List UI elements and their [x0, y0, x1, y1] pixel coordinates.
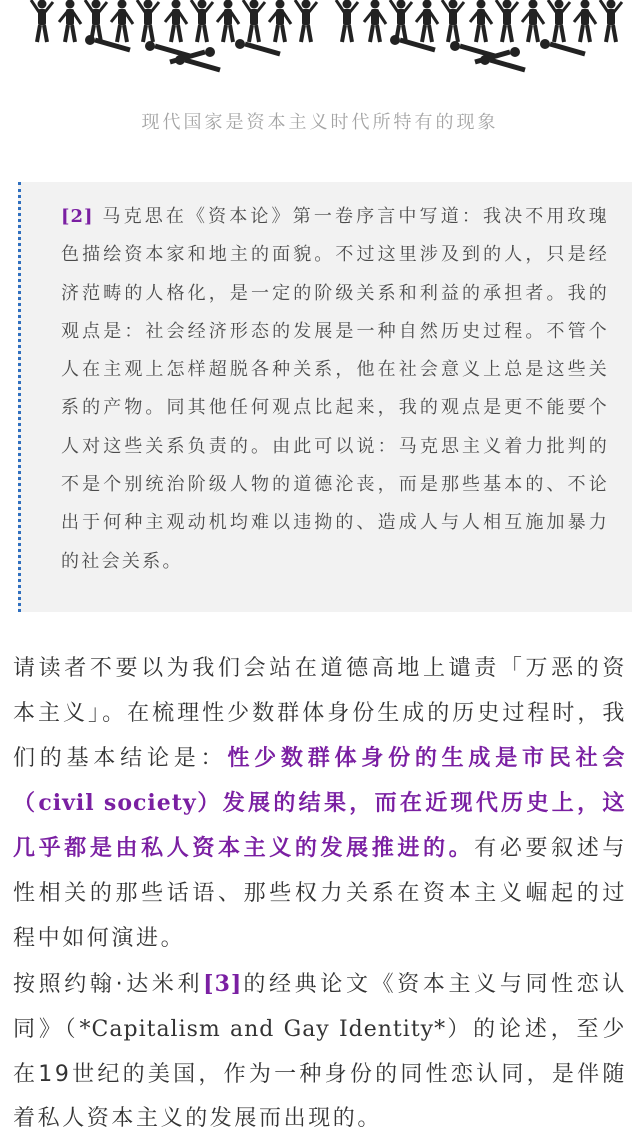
figure-head: [144, 0, 153, 9]
paragraph-tail: 有必要叙述与性相关的那些话语、那些权力关系在资本主义崛起的过程中如何演进。: [13, 836, 627, 951]
figure-body: [477, 9, 485, 25]
figure-arm: [73, 12, 81, 24]
figure-body: [371, 9, 379, 25]
paragraph-conclusion: [13, 647, 627, 962]
figure-head: [371, 0, 380, 9]
figure-leg: [561, 25, 564, 42]
fallen-figure-head: [540, 39, 550, 49]
figure-arm: [295, 0, 303, 12]
fallen-figure-head: [390, 35, 400, 45]
figure-leg: [124, 25, 127, 42]
figure-leg: [613, 25, 616, 42]
figure-leg: [509, 25, 512, 42]
figure-leg: [282, 25, 285, 42]
figure-leg: [37, 25, 40, 42]
figure-arm: [125, 12, 133, 24]
fallen-figure-body: [185, 60, 220, 70]
figure-head: [449, 0, 458, 9]
figure-arm: [378, 12, 386, 24]
figure-arm: [416, 12, 424, 22]
figure-leg: [535, 25, 538, 42]
footnote-text: [61, 198, 609, 581]
figure-leg: [256, 25, 259, 42]
figure-head: [118, 0, 127, 9]
figure-arm: [522, 12, 530, 22]
figure-leg: [349, 25, 352, 42]
figure-arm: [484, 12, 492, 24]
figure-leg: [65, 25, 68, 42]
figure-head: [92, 0, 101, 9]
fallen-figure-body: [155, 46, 190, 56]
figure-arm: [364, 12, 372, 22]
crowd-illustration: [0, 0, 640, 82]
figure-leg: [342, 25, 345, 42]
figure-leg: [370, 25, 373, 42]
citation-ref: [3]: [203, 971, 243, 997]
figure-leg: [448, 25, 451, 42]
figure-arm: [111, 12, 119, 22]
figure-arm: [59, 12, 67, 22]
figure-arm: [574, 12, 582, 22]
figure-head: [302, 0, 311, 9]
paper-title-english: *Capitalism and Gay Identity*: [79, 1016, 447, 1042]
figure-arm: [430, 12, 438, 24]
figure-leg: [150, 25, 153, 42]
figure-leg: [223, 25, 226, 42]
figure-leg: [429, 25, 432, 42]
figure-head: [198, 0, 207, 9]
figure-head: [397, 0, 406, 9]
figure-leg: [204, 25, 207, 42]
figure-body: [529, 9, 537, 25]
fallen-figure-head: [205, 47, 215, 57]
figure-arm: [85, 0, 93, 12]
paragraph2-text1: 的经典论文《资本主义与同性恋认同》（: [13, 972, 627, 1042]
fallen-figure-head: [450, 41, 460, 51]
figure-arm: [390, 0, 398, 12]
figure-arm: [442, 0, 450, 12]
image-caption: 现代国家是资本主义时代所特有的现象: [141, 112, 499, 133]
figure-leg: [483, 25, 486, 42]
fallen-figure-body: [95, 40, 130, 50]
figure-leg: [476, 25, 479, 42]
figure-body: [66, 9, 74, 25]
figure-arm: [31, 0, 39, 12]
fallen-figure-body: [400, 40, 435, 50]
figure-leg: [230, 25, 233, 42]
footnote-block: [18, 182, 632, 612]
figure-leg: [275, 25, 278, 42]
figure-leg: [377, 25, 380, 42]
figure-leg: [178, 25, 181, 42]
fallen-figure-head: [85, 35, 95, 45]
figure-arm: [243, 0, 251, 12]
figure-body: [423, 9, 431, 25]
figure-arm: [470, 12, 478, 22]
figure-head: [276, 0, 285, 9]
figure-leg: [422, 25, 425, 42]
fallen-figure-body: [460, 46, 495, 56]
figure-leg: [308, 25, 311, 42]
figure-arm: [536, 12, 544, 24]
figure-arm: [231, 12, 239, 24]
figure-leg: [171, 25, 174, 42]
fallen-figure-head: [480, 55, 490, 65]
figure-body: [224, 9, 232, 25]
figure-leg: [44, 25, 47, 42]
figure-head: [250, 0, 259, 9]
figure-arm: [496, 0, 504, 12]
figure-head: [581, 0, 590, 9]
figure-body: [172, 9, 180, 25]
figure-leg: [72, 25, 75, 42]
figure-arm: [600, 0, 608, 12]
paragraph-lead: 请读者不要以为我们会站在道德高地上谴责「万恶的资本主义」。在梳理性少数群体身份生成的历史过程时，我们的基本结论是：: [13, 656, 627, 771]
figure-arm: [191, 0, 199, 12]
fallen-figure-head: [510, 47, 520, 57]
figure-body: [581, 9, 589, 25]
figure-leg: [554, 25, 557, 42]
figure-arm: [217, 12, 225, 22]
figure-head: [38, 0, 47, 9]
figure-arm: [137, 0, 145, 12]
fallen-figure-body: [245, 44, 280, 54]
figure-head: [529, 0, 538, 9]
paragraph2-text2: ）的论述，至少在19世纪的美国，作为一种身份的同性恋认同，是伴随着私人资本主义的发展而出现的。: [13, 1016, 627, 1132]
highlight-part2: ）发展的结果，而在近现代历史上，这几乎都是由私人资本主义的发展推进的。: [13, 791, 627, 862]
figure-arm: [269, 12, 277, 22]
figure-head: [172, 0, 181, 9]
fallen-figure-body: [490, 60, 525, 70]
figure-arm: [336, 0, 344, 12]
highlight-part1: 性少数群体身份的生成是市民社会（: [13, 745, 627, 817]
figure-leg: [502, 25, 505, 42]
figure-leg: [606, 25, 609, 42]
fallen-figure-head: [235, 39, 245, 49]
figure-arm: [548, 0, 556, 12]
figure-head: [343, 0, 352, 9]
figure-arm: [179, 12, 187, 24]
figure-body: [118, 9, 126, 25]
paragraph-dalimi: [13, 962, 627, 1142]
figure-leg: [455, 25, 458, 42]
figure-head: [477, 0, 486, 9]
figure-leg: [197, 25, 200, 42]
figure-leg: [528, 25, 531, 42]
figure-head: [503, 0, 512, 9]
figure-arm: [588, 12, 596, 24]
figure-arm: [165, 12, 173, 22]
figure-leg: [580, 25, 583, 42]
fallen-figure-head: [145, 41, 155, 51]
crowd-figures: [0, 0, 640, 82]
figure-leg: [249, 25, 252, 42]
paragraph2-lead: 按照约翰·达米利: [13, 972, 204, 997]
figure-leg: [301, 25, 304, 42]
fallen-figure-head: [175, 55, 185, 65]
footnote-body: 马克思在《资本论》第一卷序言中写道：我决不用玫瑰色描绘资本家和地主的面貌。不过这里涉及到的人，只是经济范畴的人格化，是一定的阶级关系和利益的承担者。我的观点是：社会经济形态的发展是一种自然历史过程。不管个人在主观上怎样超脱各种关系，他在社会意义上总是这些关系的产物。同其他任何观点比起来，我的观点是更不能要个人对这些关系负责的。由此可以说：马克思主义着力批判的不是个别统治阶级人物的道德沦丧，而是那些基本的、不论出于何种主观动机均难以违拗的、造成人与人相互施加暴力的社会关系。: [61, 206, 609, 572]
highlight-english: civil society: [38, 790, 197, 817]
figure-leg: [117, 25, 120, 42]
figure-head: [607, 0, 616, 9]
figure-body: [276, 9, 284, 25]
figure-head: [555, 0, 564, 9]
figure-leg: [587, 25, 590, 42]
figure-head: [423, 0, 432, 9]
figure-leg: [143, 25, 146, 42]
fallen-figure-body: [550, 44, 585, 54]
figure-head: [224, 0, 233, 9]
footnote-ref: [2]: [61, 206, 94, 227]
figure-arm: [283, 12, 291, 24]
figure-head: [66, 0, 75, 9]
